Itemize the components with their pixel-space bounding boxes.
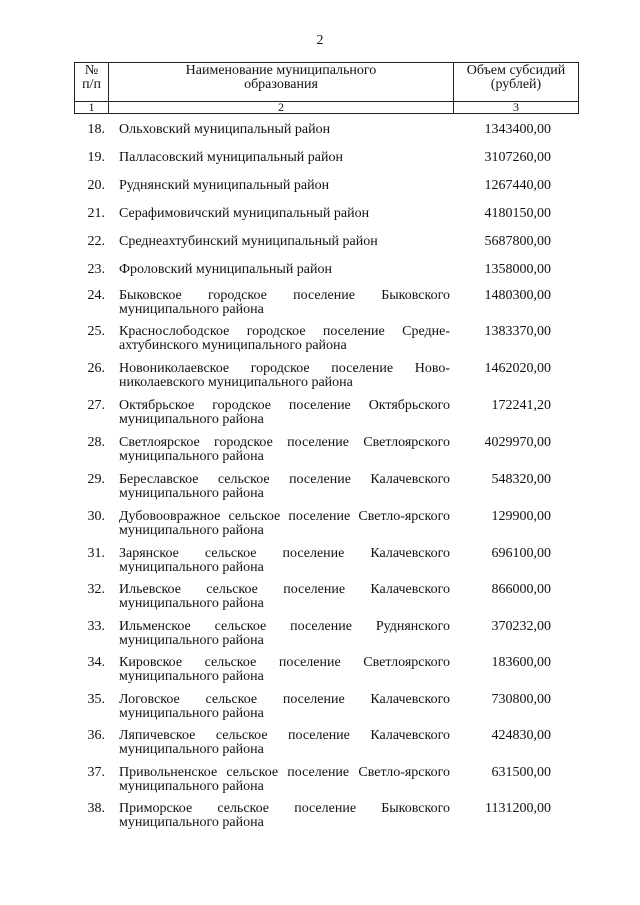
row-subsidy-amount: 370232,00 xyxy=(491,619,551,634)
row-municipality-name: Зарянское сельское поселение Калачевского муниципального района xyxy=(119,546,450,575)
row-subsidy-amount: 5687800,00 xyxy=(484,234,551,249)
row-number: 23. xyxy=(87,262,105,277)
row-number: 36. xyxy=(87,728,105,743)
row-municipality-name: Ильменское сельское поселение Руднянского муниципального района xyxy=(119,619,450,648)
row-subsidy-amount: 4180150,00 xyxy=(484,206,551,221)
row-municipality-name: Ляпичевское сельское поселение Калачевского муниципального района xyxy=(119,728,450,757)
row-municipality-name: Палласовский муниципальный район xyxy=(119,150,343,165)
row-number: 19. xyxy=(87,150,105,165)
row-number: 18. xyxy=(87,122,105,137)
row-subsidy-amount: 730800,00 xyxy=(491,692,551,707)
row-subsidy-amount: 172241,20 xyxy=(491,398,551,413)
row-number: 21. xyxy=(87,206,105,221)
col-header-amount xyxy=(454,63,579,102)
col-header-number xyxy=(75,63,109,102)
row-number: 20. xyxy=(87,178,105,193)
col-header-name xyxy=(109,63,454,102)
row-subsidy-amount: 1131200,00 xyxy=(485,801,551,816)
row-number: 37. xyxy=(87,765,105,780)
row-subsidy-amount: 183600,00 xyxy=(491,655,551,670)
row-municipality-name: Руднянский муниципальный район xyxy=(119,178,330,193)
page-number: 2 xyxy=(316,33,324,48)
row-number: 24. xyxy=(87,288,105,303)
row-municipality-name: Фроловский муниципальный район xyxy=(119,262,333,277)
col-header-name-line1: Наименование муниципального xyxy=(185,63,377,78)
row-subsidy-amount: 1383370,00 xyxy=(484,324,551,339)
row-number: 31. xyxy=(87,546,105,561)
row-municipality-name: Дубовоовражное сельское поселение Светло-ярского муниципального района xyxy=(119,509,450,538)
row-municipality-name: Привольненское сельское поселение Светло-ярского муниципального района xyxy=(119,765,450,794)
row-subsidy-amount: 1358000,00 xyxy=(484,262,551,277)
row-municipality-name: Ольховский муниципальный район xyxy=(119,122,331,137)
row-municipality-name: Октябрьское городское поселение Октябрьского муниципального района xyxy=(119,398,450,427)
col-index-3: 3 xyxy=(454,102,579,114)
row-number: 33. xyxy=(87,619,105,634)
row-number: 27. xyxy=(87,398,105,413)
row-subsidy-amount: 548320,00 xyxy=(491,472,551,487)
row-subsidy-amount: 424830,00 xyxy=(491,728,551,743)
row-number: 22. xyxy=(87,234,105,249)
row-number: 34. xyxy=(87,655,105,670)
col-header-name-line2: образования xyxy=(244,77,318,92)
row-number: 28. xyxy=(87,435,105,450)
col-index-2: 2 xyxy=(109,102,454,114)
row-subsidy-amount: 866000,00 xyxy=(491,582,551,597)
row-municipality-name: Приморское сельское поселение Быковского муниципального района xyxy=(119,801,450,830)
row-number: 35. xyxy=(87,692,105,707)
row-number: 32. xyxy=(87,582,105,597)
row-subsidy-amount: 129900,00 xyxy=(491,509,551,524)
table-header xyxy=(74,62,579,114)
row-subsidy-amount: 631500,00 xyxy=(491,765,551,780)
row-subsidy-amount: 1343400,00 xyxy=(484,122,551,137)
row-subsidy-amount: 696100,00 xyxy=(491,546,551,561)
row-subsidy-amount: 1462020,00 xyxy=(484,361,551,376)
row-number: 25. xyxy=(87,324,105,339)
col-header-amount-line2: (рублей) xyxy=(490,77,542,92)
row-municipality-name: Быковское городское поселение Быковского муниципального района xyxy=(119,288,450,317)
row-municipality-name: Серафимовичский муниципальный район xyxy=(119,206,370,221)
row-municipality-name: Среднеахтубинский муниципальный район xyxy=(119,234,378,249)
row-subsidy-amount: 1480300,00 xyxy=(484,288,551,303)
row-municipality-name: Логовское сельское поселение Калачевского муниципального района xyxy=(119,692,450,721)
row-municipality-name: Светлоярское городское поселение Светлоярского муниципального района xyxy=(119,435,450,464)
row-number: 38. xyxy=(87,801,105,816)
row-subsidy-amount: 3107260,00 xyxy=(484,150,551,165)
row-municipality-name: Ильевское сельское поселение Калачевского муниципального района xyxy=(119,582,450,611)
row-subsidy-amount: 1267440,00 xyxy=(484,178,551,193)
col-header-amount-line1: Объем субсидий xyxy=(466,63,566,78)
col-index-1: 1 xyxy=(75,102,109,114)
row-municipality-name: Краснослободское городское поселение Средне-ахтубинского муниципального района xyxy=(119,324,450,353)
row-municipality-name: Кировское сельское поселение Светлоярского муниципального района xyxy=(119,655,450,684)
row-number: 26. xyxy=(87,361,105,376)
row-number: 30. xyxy=(87,509,105,524)
row-municipality-name: Береславское сельское поселение Калачевского муниципального района xyxy=(119,472,450,501)
row-number: 29. xyxy=(87,472,105,487)
row-subsidy-amount: 4029970,00 xyxy=(484,435,551,450)
row-municipality-name: Новониколаевское городское поселение Ново-николаевского муниципального района xyxy=(119,361,450,390)
col-header-number-label: № п/п xyxy=(82,63,101,92)
